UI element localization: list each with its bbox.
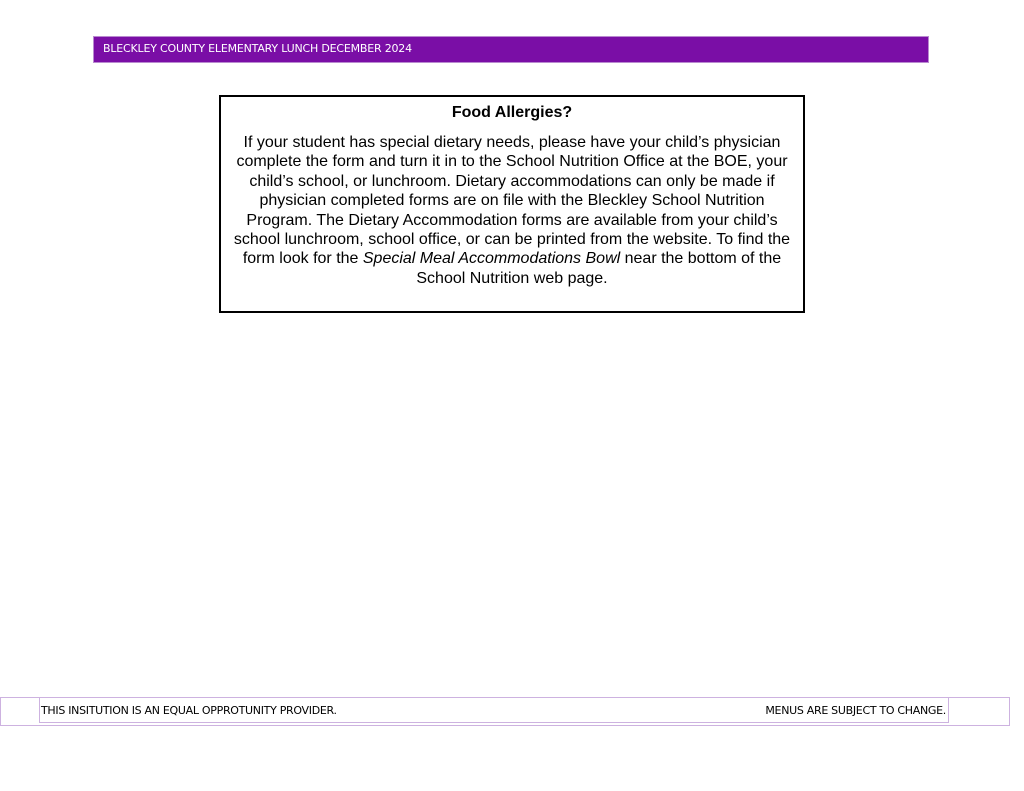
notice-body-text-end: near the bottom of the School Nutrition web page.	[416, 250, 782, 287]
food-allergies-notice	[219, 95, 805, 313]
notice-form-name: Special Meal Accommodations Bowl	[362, 250, 621, 268]
footer	[0, 697, 1010, 726]
notice-body-text: If your student has special dietary needs, please have your child’s physician complete the form and turn it in to the School Nutrition Office at the BOE, your child’s school, or lunchroom. Dietary accommodations can only be made if physician completed forms are on file with the Bleckley School Nutrition Program. The Dietary Accommodation forms are available from your child’s school lunchroom, school office, or can be printed from the website. To find the form look for the	[233, 134, 791, 268]
page-title: BLECKLEY COUNTY ELEMENTARY LUNCH DECEMBER 2024	[103, 42, 412, 55]
menu-change-notice: MENUS ARE SUBJECT TO CHANGE.	[765, 704, 946, 717]
notice-title: Food Allergies?	[451, 104, 573, 121]
footer-inner	[39, 698, 949, 723]
equal-opportunity-statement: THIS INSITUTION IS AN EQUAL OPPROTUNITY PROVIDER.	[41, 704, 337, 717]
notice-body	[229, 133, 795, 288]
header-bar	[93, 36, 929, 63]
